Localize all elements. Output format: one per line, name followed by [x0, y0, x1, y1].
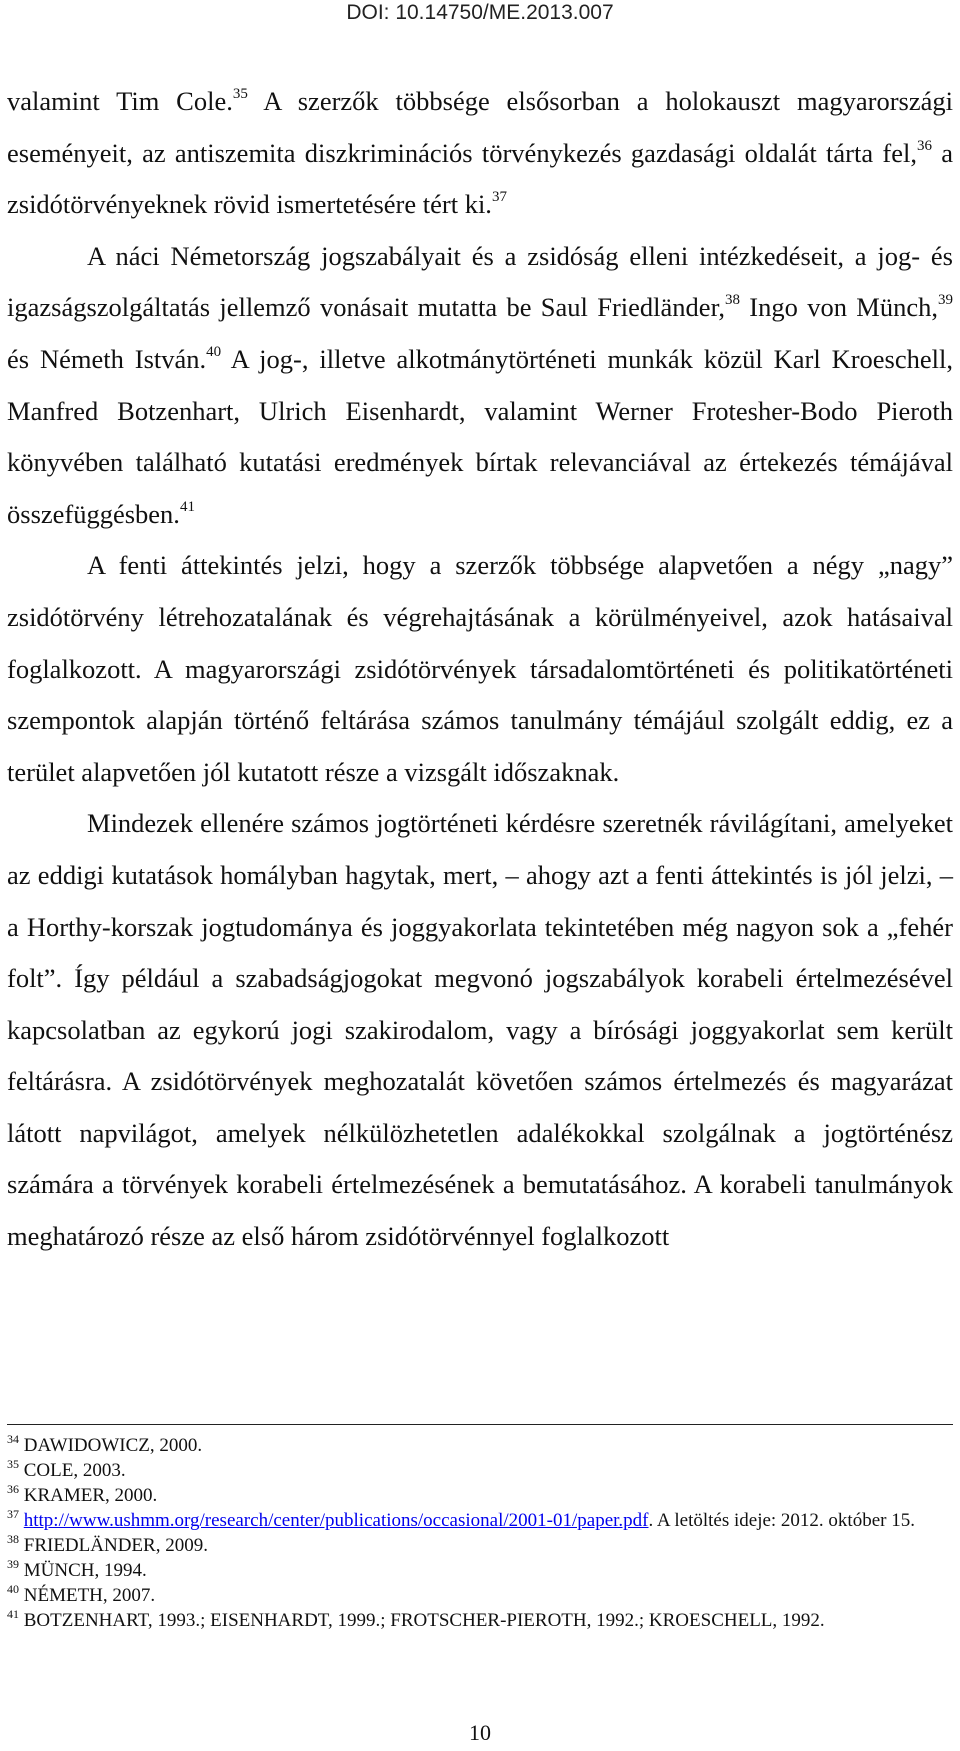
footnote-text: KRAMER, 2000. — [23, 1485, 158, 1506]
footnote-ref[interactable]: 39 — [938, 292, 953, 309]
footnote-number: 39 — [7, 1557, 19, 1571]
footnotes — [7, 1433, 953, 1633]
doi-header: DOI: 10.14750/ME.2013.007 — [346, 1, 614, 24]
paragraph-2 — [7, 231, 953, 541]
footnote-number: 34 — [7, 1432, 19, 1446]
footnote-38 — [7, 1533, 953, 1558]
footnote-ref[interactable]: 35 — [232, 86, 248, 102]
text-run: A szerzők többsége elsősorban a holokauszt magyarországi eseményeit, az antiszemita diszkriminációs törvénykezés gazdasági oldalát tárta fel, — [7, 86, 953, 168]
footnote-number: 37 — [7, 1507, 19, 1521]
footnote-ref[interactable]: 37 — [491, 189, 507, 206]
footnote-separator — [7, 1424, 953, 1425]
footnote-36 — [7, 1483, 953, 1508]
footnote-number: 40 — [7, 1582, 19, 1596]
page-number: 10 — [469, 1720, 491, 1745]
footnote-41 — [7, 1608, 953, 1633]
footnote-text: . A letöltés ideje: 2012. október 15. — [648, 1510, 915, 1531]
footnote-link[interactable]: http://www.ushmm.org/research/center/publications/occasional/2001-01/paper.pdf — [23, 1510, 649, 1531]
body-text — [7, 76, 953, 1263]
footnote-40 — [7, 1583, 953, 1608]
footnote-text: COLE, 2003. — [23, 1460, 126, 1481]
footnote-text: FRIEDLÄNDER, 2009. — [23, 1535, 208, 1556]
footnote-39 — [7, 1558, 953, 1583]
text-run: A jog-, illetve alkotmánytörténeti munkák közül Karl Kroeschell, Manfred Botzenhart, Ulrich Eisenhardt, valamint Werner Frotesher-Bodo Pieroth könyvében található kutatási eredmények bírtak relevanciával az értekezés témájával összefüggésben. — [7, 343, 953, 529]
text-run: a zsidótörvényeknek rövid ismertetésére tért ki. — [7, 137, 953, 220]
text-run: valamint Tim Cole. — [7, 86, 233, 116]
footnote-ref[interactable]: 36 — [916, 137, 932, 154]
paragraph-4: Mindezek ellenére számos jogtörténeti kérdésre szeretnék rávilágítani, amelyeket az eddigi kutatások homályban hagytak, mert, – ahogy azt a fenti áttekintés is jól jelzi, – a Horthy-korszak jogtudománya és joggyakorlata tekintetében még nagyon sok a „fehér folt”. Így például a szabadságjogokat megvonó jogszabályok korabeli értelmezésével kapcsolatban az egykorú jogi szakirodalom, vagy a bírósági joggyakorlat sem került feltárásra. A zsidótörvények meghozatalát követően számos értelmezés és magyarázat látott napvilágot, amelyek nélkülözhetetlen adalékokkal szolgálnak a jogtörténész számára a törvények korabeli értelmezésének a bemutatásához. A korabeli tanulmányok meghatározó része az első három zsidótörvénnyel foglalkozott — [7, 808, 953, 1252]
footnote-37 — [7, 1508, 953, 1533]
footnote-35 — [7, 1458, 953, 1483]
footnote-text: DAWIDOWICZ, 2000. — [23, 1435, 203, 1456]
footnote-34 — [7, 1433, 953, 1458]
footnote-ref[interactable]: 40 — [206, 343, 222, 360]
footnote-text: NÉMETH, 2007. — [23, 1585, 156, 1606]
text-run: Ingo von Münch, — [739, 292, 938, 323]
paragraph-3: A fenti áttekintés jelzi, hogy a szerzők többsége alapvetően a négy „nagy” zsidótörvény létrehozatalának és végrehajtásának a körülményeivel, azok hatásaival foglalkozott. A magyarországi zsidótörvények társadalomtörténeti és politikatörténeti szempontok alapján történő feltárása számos tanulmány témájául szolgált eddig, ez a terület alapvetően jól kutatott része a vizsgált időszaknak. — [7, 550, 953, 787]
footnote-ref[interactable]: 41 — [179, 498, 195, 515]
text-run: A náci Németország jogszabályait és a zsidóság elleni intézkedéseit, a jog- és igazságszolgáltatás jellemző vonásait mutatta be Saul Friedländer, — [7, 240, 953, 323]
paragraph-1 — [7, 76, 953, 231]
footnote-text: MÜNCH, 1994. — [23, 1560, 147, 1581]
text-run: és Németh István. — [7, 343, 207, 374]
footnote-number: 36 — [7, 1482, 19, 1496]
footnote-number: 41 — [7, 1607, 19, 1621]
footnote-number: 35 — [7, 1457, 19, 1471]
footnote-text: BOTZENHART, 1993.; EISENHARDT, 1999.; FROTSCHER-PIEROTH, 1992.; KROESCHELL, 1992. — [23, 1610, 825, 1631]
footnote-ref[interactable]: 38 — [724, 292, 740, 309]
footnote-number: 38 — [7, 1532, 19, 1546]
